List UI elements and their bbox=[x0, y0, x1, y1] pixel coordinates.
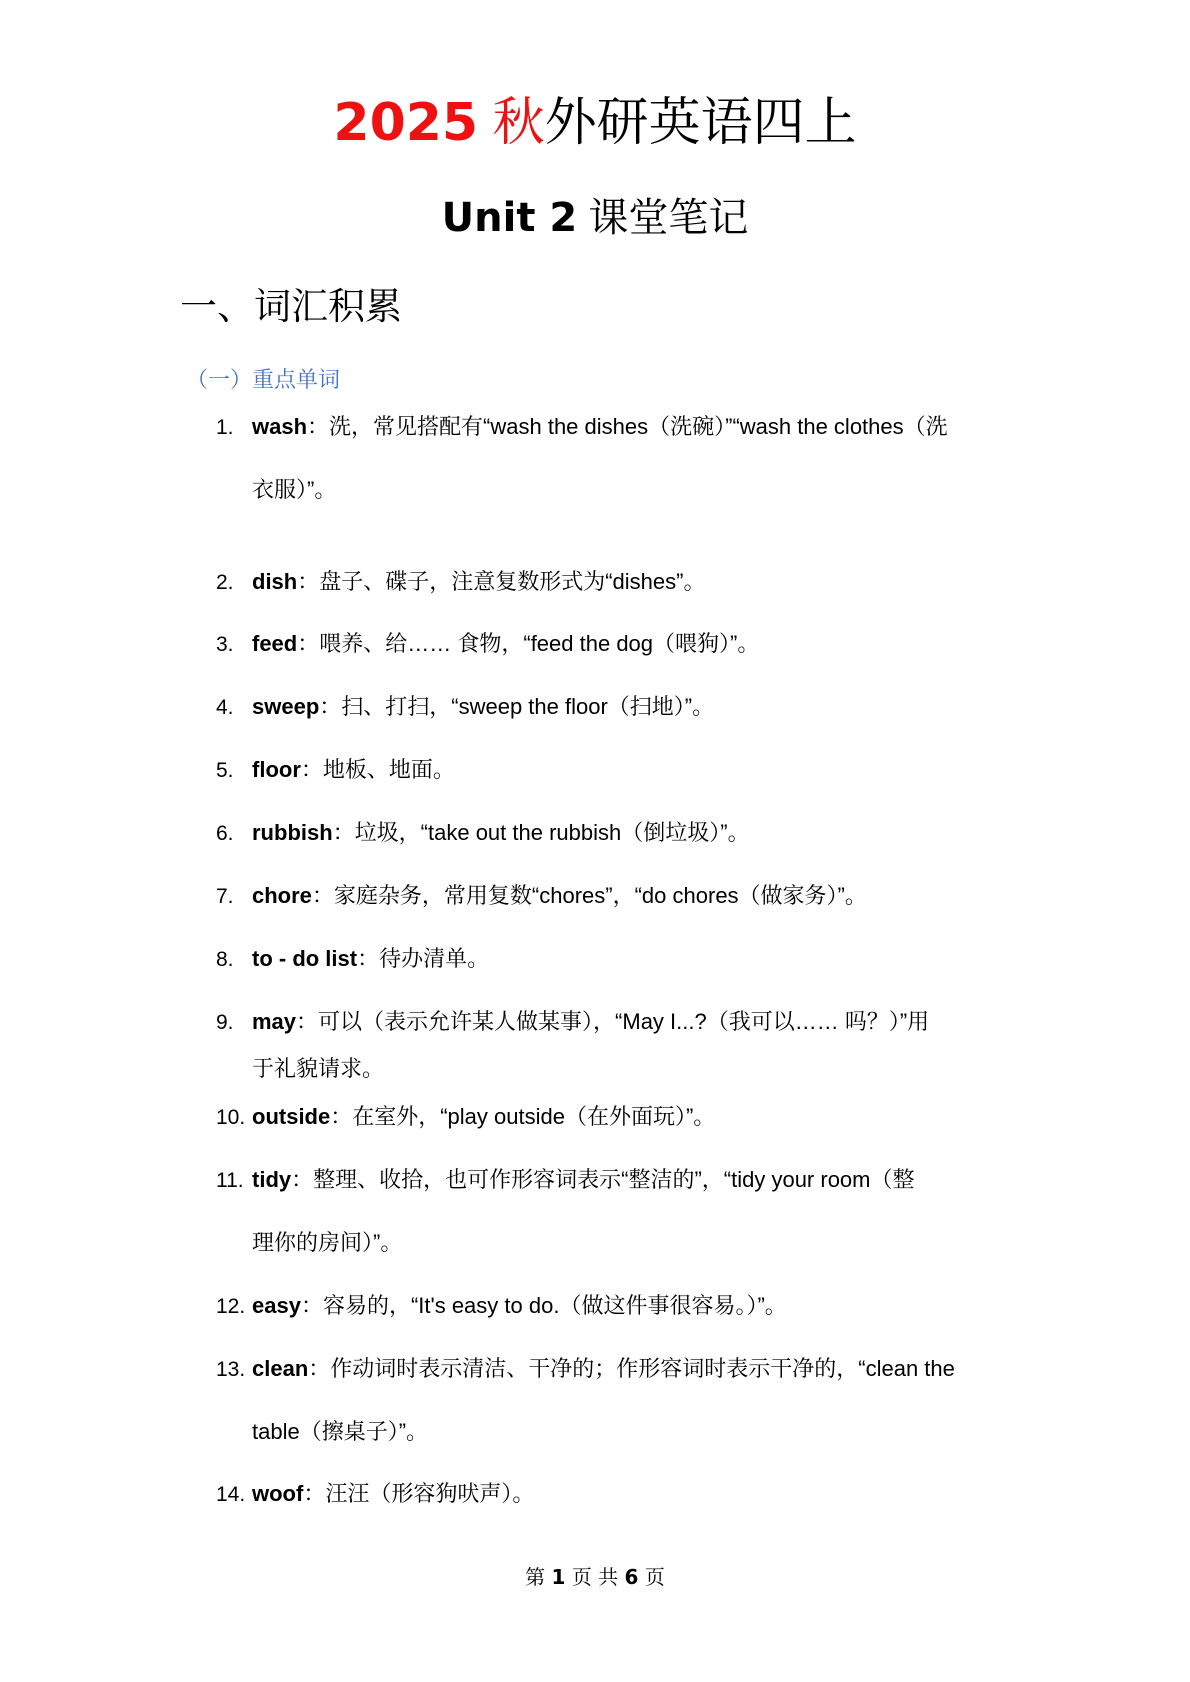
list-item bbox=[216, 1149, 1016, 1274]
item-text: ：汪汪（形容狗吠声）。 bbox=[303, 1481, 535, 1506]
item-term: feed bbox=[252, 631, 298, 656]
list-item bbox=[216, 999, 1016, 1092]
title-year: 2025 bbox=[333, 93, 479, 153]
list-item bbox=[216, 739, 1016, 802]
item-term: outside bbox=[252, 1104, 331, 1129]
item-number: 1. bbox=[216, 416, 234, 439]
item-term: easy bbox=[252, 1293, 301, 1318]
item-text: ：洗，常见搭配有“wash the dishes（洗碗）”“wash the clothes（洗 bbox=[307, 414, 948, 439]
item-term: dish bbox=[252, 569, 298, 594]
item-number: 3. bbox=[216, 633, 234, 656]
item-text: ：扫、打扫，“sweep the floor（扫地）”。 bbox=[319, 694, 715, 719]
item-number: 4. bbox=[216, 696, 234, 719]
item-text: ：容易的，“It's easy to do.（做这件事很容易。）”。 bbox=[300, 1293, 787, 1318]
footer-suffix: 页 bbox=[644, 1565, 665, 1589]
item-number: 6. bbox=[216, 822, 234, 845]
subtitle-unit: Unit 2 bbox=[441, 195, 578, 241]
item-number: 2. bbox=[216, 571, 234, 594]
list-item bbox=[216, 1463, 1016, 1526]
list-item bbox=[216, 676, 1016, 739]
document-title bbox=[0, 88, 1190, 158]
list-item bbox=[216, 396, 1016, 521]
item-text: ：作动词时表示清洁、干净的；作形容词时表示干净的，“clean the bbox=[308, 1356, 955, 1381]
item-term: wash bbox=[252, 414, 308, 439]
item-term: tidy bbox=[252, 1167, 292, 1192]
title-season: 秋 bbox=[492, 93, 545, 153]
item-text: ：在室外，“play outside（在外面玩）”。 bbox=[330, 1104, 716, 1129]
item-term: sweep bbox=[252, 694, 320, 719]
item-text: ：喂养、给…… 食物，“feed the dog（喂狗）”。 bbox=[297, 631, 760, 656]
document-subtitle bbox=[0, 190, 1190, 246]
list-item bbox=[216, 802, 1016, 865]
list-item bbox=[216, 865, 1016, 928]
item-text-continued: 于礼貌请求。 bbox=[252, 1056, 385, 1081]
page-footer bbox=[0, 1562, 1190, 1592]
item-number: 8. bbox=[216, 948, 234, 971]
footer-prefix: 第 bbox=[525, 1565, 546, 1589]
section-heading: 一、词汇积累 bbox=[180, 285, 402, 328]
item-text: ：待办清单。 bbox=[357, 946, 490, 971]
item-text-continued: 理你的房间）”。 bbox=[252, 1230, 403, 1255]
item-term: floor bbox=[252, 757, 301, 782]
item-number: 9. bbox=[216, 1011, 234, 1034]
list-item bbox=[216, 928, 1016, 991]
item-text: ：盘子、碟子，注意复数形式为“dishes”。 bbox=[297, 569, 706, 594]
item-text: ：垃圾，“take out the rubbish（倒垃圾）”。 bbox=[332, 820, 750, 845]
item-term: to - do list bbox=[252, 946, 358, 971]
item-number: 11. bbox=[216, 1169, 244, 1192]
list-item bbox=[216, 1275, 1016, 1338]
item-text: ：可以（表示允许某人做某事），“May I...?（我可以…… 吗？）”用 bbox=[296, 1009, 930, 1034]
list-item bbox=[216, 551, 1016, 614]
item-number: 14. bbox=[216, 1483, 246, 1506]
list-item bbox=[216, 613, 1016, 676]
item-number: 5. bbox=[216, 759, 234, 782]
item-number: 12. bbox=[216, 1295, 246, 1318]
item-term: woof bbox=[252, 1481, 304, 1506]
item-text-continued: table（擦桌子）”。 bbox=[252, 1419, 429, 1444]
item-text: ：地板、地面。 bbox=[300, 757, 455, 782]
list-item bbox=[216, 1338, 1016, 1463]
item-term: chore bbox=[252, 883, 312, 908]
item-number: 7. bbox=[216, 885, 234, 908]
subtitle-notes: 课堂笔记 bbox=[588, 195, 749, 241]
item-text-continued: 衣服）”。 bbox=[252, 477, 337, 502]
item-text: ：家庭杂务，常用复数“chores”，“do chores（做家务）”。 bbox=[311, 883, 867, 908]
item-number: 10. bbox=[216, 1106, 246, 1129]
list-item bbox=[216, 1086, 1016, 1149]
footer-page-number: 1 bbox=[551, 1565, 566, 1589]
item-text: ：整理、收拾，也可作形容词表示“整洁的”，“tidy your room（整 bbox=[291, 1167, 915, 1192]
item-term: clean bbox=[252, 1356, 309, 1381]
footer-total-pages: 6 bbox=[624, 1565, 639, 1589]
item-term: rubbish bbox=[252, 820, 333, 845]
footer-middle: 页 共 bbox=[571, 1565, 619, 1589]
item-term: may bbox=[252, 1009, 297, 1034]
item-number: 13. bbox=[216, 1358, 246, 1381]
subsection-heading: （一）重点单词 bbox=[186, 368, 341, 393]
title-course: 外研英语四上 bbox=[544, 93, 857, 153]
